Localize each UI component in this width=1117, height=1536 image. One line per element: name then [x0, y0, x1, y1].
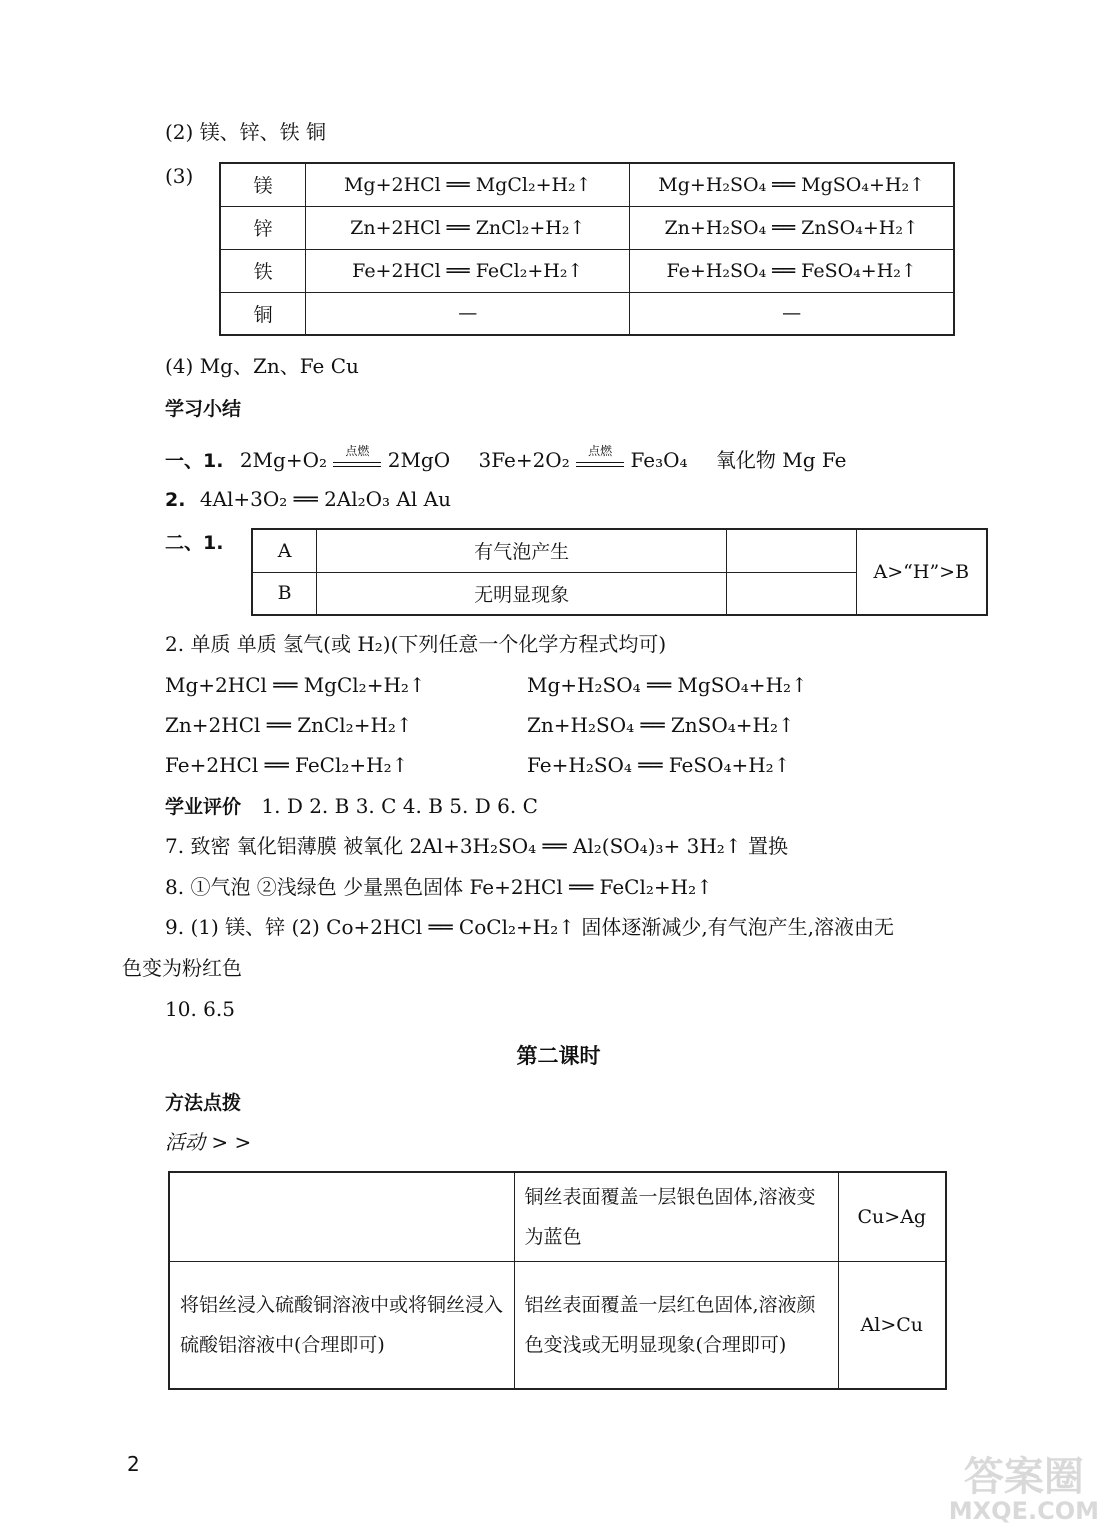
summary-item-number: 一、1. [165, 450, 224, 472]
ab-comparison-table [251, 528, 988, 616]
lesson-title: 第二课时 [516, 1044, 601, 1068]
evaluation-line [165, 792, 538, 821]
answer-q9-line1: 9. (1) 镁、锌 (2) Co+2HCl ══ CoCl₂+H₂↑ 固体逐渐减少,有气泡产生,溶液由无 [165, 915, 895, 939]
observation-cell: 有气泡产生 [317, 529, 727, 572]
conclusion-cell: A>“H”>B [856, 529, 987, 615]
answer-q2: (2) 镁、锌、铁 铜 [165, 120, 327, 144]
section-2-number: 二、1. [165, 532, 224, 554]
hcl-equation-cell: Mg+2HCl ══ MgCl₂+H₂↑ [306, 163, 630, 206]
observation-cell: 无明显现象 [317, 572, 727, 615]
h2so4-equation-cell: Mg+H₂SO₄ ══ MgSO₄+H₂↑ [630, 163, 954, 206]
page-number: 2 [127, 1452, 140, 1476]
reaction-condition: 点燃 [588, 444, 613, 458]
conclusion-cell: Cu>Ag [838, 1172, 946, 1262]
answer-q7: 7. 致密 氧化铝薄膜 被氧化 2Al+3H₂SO₄ ══ Al₂(SO₄)₃+ 3H₂↑ 置换 [165, 834, 788, 858]
reaction-condition: 点燃 [345, 444, 370, 458]
answer-q4: (4) Mg、Zn、Fe Cu [165, 354, 359, 378]
hcl-equation-cell: — [306, 292, 630, 335]
table-row [220, 206, 954, 249]
table-row [220, 292, 954, 335]
metal-cell: 镁 [220, 163, 306, 206]
answer-q9-line2: 色变为粉红色 [122, 956, 242, 980]
method-cell [169, 1172, 514, 1262]
metal-acid-table [219, 162, 955, 336]
activity-line: 活动 > > [165, 1130, 252, 1154]
h2so4-equation-cell: Fe+H₂SO₄ ══ FeSO₄+H₂↑ [630, 249, 954, 292]
evaluation-heading: 学业评价 [165, 796, 242, 818]
answer-q8: 8. ①气泡 ②浅绿色 少量黑色固体 Fe+2HCl ══ FeCl₂+H₂↑ [165, 875, 713, 899]
metal-cell: 铜 [220, 292, 306, 335]
watermark-logo: 答案圈 MXQE.COM [948, 1454, 1099, 1525]
summary-item-2: 2. 4Al+3O₂ ══ 2Al₂O₃ Al Au [165, 487, 451, 511]
equation-item: Fe+H₂SO₄ ══ FeSO₄+H₂↑ [527, 753, 791, 777]
table-row [252, 529, 987, 572]
summary-heading: 学习小结 [165, 398, 242, 420]
method-cell: 将铝丝浸入硫酸铜溶液中或将铜丝浸入硫酸铝溶液中(合理即可) [169, 1262, 514, 1389]
metal-label-cell: B [252, 572, 317, 615]
condition-equals [576, 444, 624, 467]
h2so4-equation-cell: Zn+H₂SO₄ ══ ZnSO₄+H₂↑ [630, 206, 954, 249]
summary-item-1: 一、1. 2Mg+O₂ 点燃 2MgO 3Fe+2O₂ 点燃 Fe₃O₄ 氧化物 Mg Fe [165, 444, 847, 472]
phenomenon-cell: 铝丝表面覆盖一层红色固体,溶液颜色变浅或无明显现象(合理即可) [514, 1262, 838, 1389]
answer-q10: 10. 6.5 [165, 997, 235, 1021]
hcl-equation-cell: Zn+2HCl ══ ZnCl₂+H₂↑ [306, 206, 630, 249]
experiment-table [168, 1171, 947, 1390]
metal-cell: 锌 [220, 206, 306, 249]
empty-cell [727, 529, 857, 572]
h2so4-equation-cell: — [630, 292, 954, 335]
hcl-equation-cell: Fe+2HCl ══ FeCl₂+H₂↑ [306, 249, 630, 292]
evaluation-answers: 1. D 2. B 3. C 4. B 5. D 6. C [261, 794, 538, 818]
equation-item: Mg+2HCl ══ MgCl₂+H₂↑ [165, 673, 426, 697]
equation-item: Mg+H₂SO₄ ══ MgSO₄+H₂↑ [527, 673, 808, 697]
answer-2-text: 2. 单质 单质 氢气(或 H₂)(下列任意一个化学方程式均可) [165, 632, 667, 656]
equation-item: Fe+2HCl ══ FeCl₂+H₂↑ [165, 753, 409, 777]
condition-equals [333, 444, 381, 467]
method-heading: 方法点拨 [165, 1092, 242, 1114]
table-row [169, 1262, 946, 1389]
phenomenon-cell: 铜丝表面覆盖一层银色固体,溶液变为蓝色 [514, 1172, 838, 1262]
equation-item: Zn+H₂SO₄ ══ ZnSO₄+H₂↑ [527, 713, 795, 737]
answer-q3-label: (3) [165, 164, 194, 188]
table-row [169, 1172, 946, 1262]
metal-label-cell: A [252, 529, 317, 572]
table-row [220, 163, 954, 206]
empty-cell [727, 572, 857, 615]
table-row [220, 249, 954, 292]
conclusion-cell: Al>Cu [838, 1262, 946, 1389]
equation-item: Zn+2HCl ══ ZnCl₂+H₂↑ [165, 713, 413, 737]
metal-cell: 铁 [220, 249, 306, 292]
